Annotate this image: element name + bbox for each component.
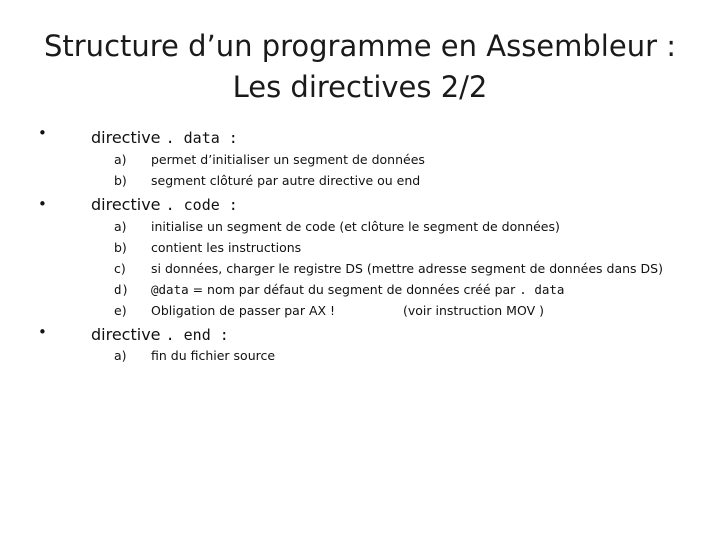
sub-item-text: Obligation de passer par AX ! xyxy=(151,303,336,318)
sub-item-text xyxy=(151,282,564,297)
slide-title xyxy=(0,26,720,108)
bullet-heading xyxy=(91,325,229,344)
sub-item-letter: b) xyxy=(114,173,127,188)
sub-item-letter: a) xyxy=(114,348,127,363)
code-label-at-data: @data xyxy=(151,282,189,297)
directive-code: . code : xyxy=(165,196,238,214)
bullet-heading xyxy=(91,128,238,147)
bullet-label: directive xyxy=(91,325,161,344)
sub-item-letter: d) xyxy=(114,282,130,297)
sub-item-body: = nom par défaut du segment de données créé par xyxy=(188,282,520,297)
code-label-dot-data: . data xyxy=(519,282,565,297)
sub-item-text: si données, charger le registre DS (mettre adresse segment de données dans DS) xyxy=(151,261,663,276)
sub-item-text: fin du fichier source xyxy=(151,348,276,363)
directive-code: . data : xyxy=(165,129,238,147)
sub-item-note: (voir instruction MOV ) xyxy=(403,303,544,318)
bullet-marker: • xyxy=(38,323,47,341)
sub-item-text: initialise un segment de code (et clôture le segment de données) xyxy=(151,219,560,234)
bullet-marker: • xyxy=(38,124,47,142)
title-line-2: Les directives 2/2 xyxy=(232,70,488,104)
sub-item-text: permet d’initialiser un segment de données xyxy=(151,152,425,167)
bullet-label: directive xyxy=(91,195,161,214)
bullet-marker: • xyxy=(38,195,47,213)
directive-code: . end : xyxy=(165,326,229,344)
title-line-1: Structure d’un programme en Assembleur : xyxy=(43,29,676,63)
sub-item-letter: a) xyxy=(114,219,127,234)
sub-item-letter: c) xyxy=(114,261,126,276)
bullet-heading xyxy=(91,195,238,214)
sub-item-letter: b) xyxy=(114,240,127,255)
sub-item-letter: a) xyxy=(114,152,127,167)
sub-item-text: segment clôturé par autre directive ou end xyxy=(151,173,421,188)
bullet-label: directive xyxy=(91,128,161,147)
sub-item-text: contient les instructions xyxy=(151,240,302,255)
sub-item-letter: e) xyxy=(114,303,127,318)
